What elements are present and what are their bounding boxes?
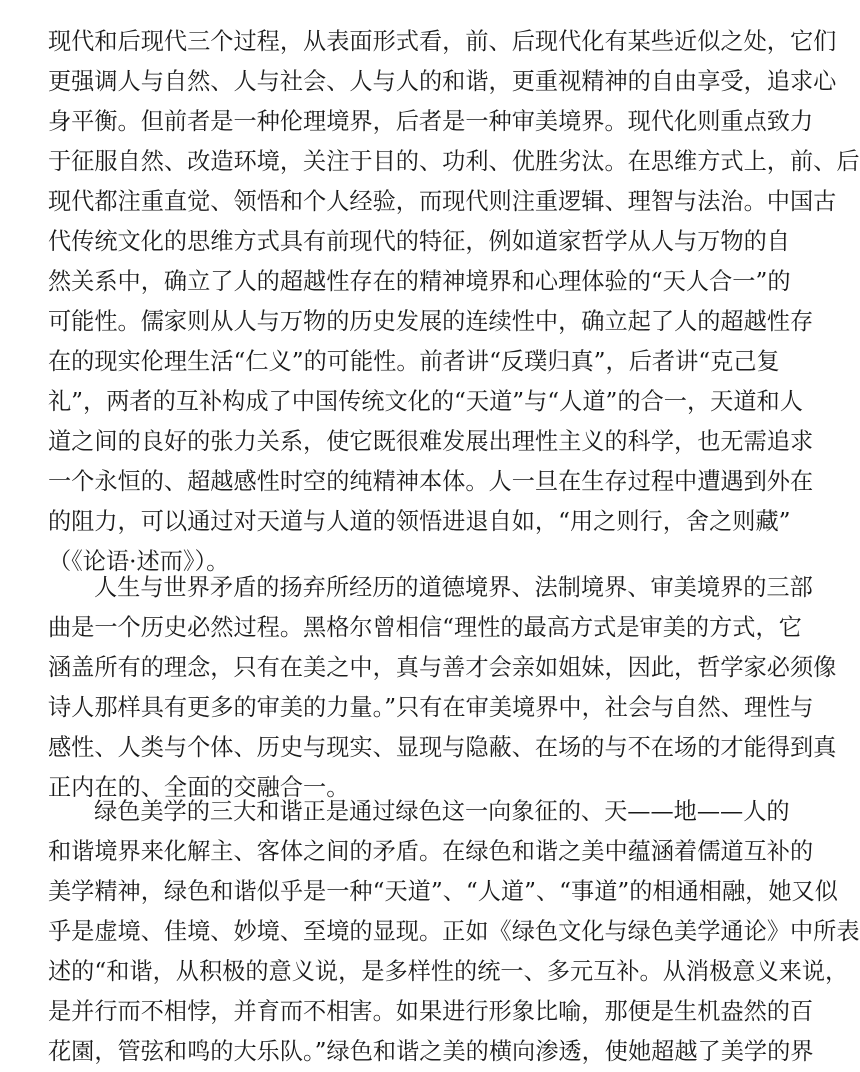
paragraph-line: 花園，管弦和鸣的大乐队。”绿色和谐之美的横向渗透，使她超越了美学的界: [48, 1038, 814, 1065]
paragraph-line: 代传统文化的思维方式具有前现代的特征，例如道家哲学从人与万物的自: [48, 228, 790, 255]
paragraph-line: 然关系中，确立了人的超越性存在的精神境界和心理体验的“天人合一”的: [48, 268, 791, 295]
paragraph-line: 礼”，两者的互补构成了中国传统文化的“天道”与“人道”的合一，天道和人: [48, 388, 803, 415]
paragraph-line: 身平衡。但前者是一种伦理境界，后者是一种审美境界。现代化则重点致力: [48, 108, 814, 135]
paragraph-line: 曲是一个历史必然过程。黑格尔曾相信“理性的最高方式是审美的方式，它: [48, 614, 802, 641]
paragraph-first-line: 人生与世界矛盾的扬弃所经历的道德境界、法制境界、审美境界的三部: [94, 574, 813, 601]
paragraph-line: 和谐境界来化解主、客体之间的矛盾。在绿色和谐之美中蕴涵着儒道互补的: [48, 838, 814, 865]
paragraph-line: 道之间的良好的张力关系，使它既很难发展出理性主义的科学，也无需追求: [48, 428, 814, 455]
paragraph-line: 的阻力，可以通过对天道与人道的领悟进退自如，“用之则行，舍之则藏”: [48, 508, 791, 535]
paragraph-line: 正内在的、全面的交融合一。: [48, 774, 350, 801]
paragraph-line: 感性、人类与个体、历史与现实、显现与隐蔽、在场的与不在场的才能得到真: [48, 734, 837, 761]
paragraph-line: 乎是虚境、佳境、妙境、至境的显现。正如《绿色文化与绿色美学通论》中所表: [48, 918, 860, 945]
paragraph-line: 于征服自然、改造环境，关注于目的、功利、优胜劣汰。在思维方式上，前、后: [48, 148, 860, 175]
paragraph-line: 现代和后现代三个过程，从表面形式看，前、后现代化有某些近似之处，它们: [48, 28, 837, 55]
paragraph-line: 可能性。儒家则从人与万物的历史发展的连续性中，确立起了人的超越性存: [48, 308, 814, 335]
paragraph-line: 涵盖所有的理念，只有在美之中，真与善才会亲如姐妹，因此，哲学家必须像: [48, 654, 837, 681]
paragraph-line: （《论语·述而》）。: [48, 548, 230, 575]
paragraph-line: 美学精神，绿色和谐似乎是一种“天道”、“人道”、“事道”的相通相融，她又似: [48, 878, 838, 905]
paragraph-line: 现代都注重直觉、领悟和个人经验，而现代则注重逻辑、理智与法治。中国古: [48, 188, 837, 215]
paragraph-line: 一个永恒的、超越感性时空的纯精神本体。人一旦在生存过程中遭遇到外在: [48, 468, 814, 495]
paragraph-1: [48, 22, 860, 582]
paragraph-3: [48, 792, 860, 1072]
paragraph-line: 述的“和谐，从积极的意义说，是多样性的统一、多元互补。从消极意义来说，: [48, 958, 849, 985]
paragraph-line: 更强调人与自然、人与社会、人与人的和谐，更重视精神的自由享受，追求心: [48, 68, 837, 95]
paragraph-first-line: 绿色美学的三大和谐正是通过绿色这一向象征的、天——地——人的: [94, 798, 790, 825]
paragraph-2: [48, 568, 837, 808]
paragraph-line: 是并行而不相悖，并育而不相害。如果进行形象比喻，那便是生机盎然的百: [48, 998, 814, 1025]
paragraph-line: 诗人那样具有更多的审美的力量。”只有在审美境界中，社会与自然、理性与: [48, 694, 814, 721]
paragraph-line: 在的现实伦理生活“仁义”的可能性。前者讲“反璞归真”，后者讲“克己复: [48, 348, 780, 375]
